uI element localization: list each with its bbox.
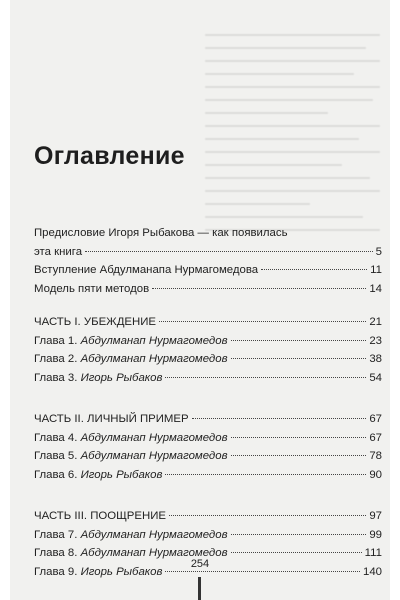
chapter-title: [34, 332, 228, 351]
dot-leader: [231, 534, 367, 535]
page-number: 97: [369, 510, 382, 522]
part-title: ЧАСТЬ I. УБЕЖДЕНИЕ: [34, 316, 157, 328]
toc-entry-chapter-7[interactable]: [34, 526, 382, 545]
chapter-label: Глава 2.: [34, 353, 78, 365]
chapter-title: [34, 369, 162, 388]
chapter-author: Игорь Рыбаков: [80, 565, 163, 578]
chapter-label: Глава 3.: [34, 371, 78, 384]
page-number: 38: [369, 353, 382, 365]
page-number: 11: [370, 264, 382, 276]
dot-leader: [231, 437, 367, 438]
dot-leader: [165, 377, 366, 378]
page-number: 90: [369, 468, 382, 481]
page-number: 111: [364, 547, 382, 559]
toc-entry-part-3[interactable]: [34, 507, 382, 526]
page-number: 14: [369, 282, 382, 295]
chapter-author: Абдулманап Нурмагомедов: [80, 450, 228, 462]
dot-leader: [231, 455, 367, 456]
contents-heading: Оглавление: [34, 142, 185, 170]
toc-entry-part-1[interactable]: [34, 313, 382, 332]
dot-leader: [231, 358, 367, 359]
toc-entry-chapter-6[interactable]: [34, 466, 382, 485]
dot-leader: [159, 321, 366, 322]
chapter-author: Игорь Рыбаков: [80, 371, 163, 384]
chapter-label: Глава 4.: [34, 431, 78, 444]
page-number: 54: [369, 371, 382, 384]
toc-entry-part-2[interactable]: [34, 410, 382, 429]
page-number: 78: [369, 450, 382, 462]
page-number: 99: [369, 528, 382, 541]
page-number: 23: [369, 334, 382, 347]
table-of-contents: [34, 224, 382, 581]
chapter-author: Абдулманап Нурмагомедов: [80, 547, 228, 559]
dot-leader: [169, 515, 366, 516]
chapter-author: Абдулманап Нурмагомедов: [80, 334, 228, 347]
chapter-label: Глава 9.: [34, 565, 78, 578]
page-number: 67: [369, 431, 382, 444]
page-folio-number: 254: [190, 558, 210, 570]
dot-leader: [231, 340, 367, 341]
preface-title-line1: Предисловие Игоря Рыбакова — как появилась: [34, 227, 288, 239]
entry-title: Модель пяти методов: [34, 282, 150, 295]
toc-entry-chapter-4[interactable]: [34, 429, 382, 448]
chapter-title: [34, 466, 162, 485]
part-title: ЧАСТЬ III. ПООЩРЕНИЕ: [34, 510, 166, 522]
part-title: ЧАСТЬ II. ЛИЧНЫЙ ПРИМЕР: [34, 413, 189, 425]
chapter-label: Глава 6.: [34, 468, 78, 481]
chapter-author: Абдулманап Нурмагомедов: [80, 353, 228, 365]
dot-leader: [85, 251, 373, 252]
chapter-title: [34, 447, 228, 466]
chapter-label: Глава 5.: [34, 450, 78, 462]
preface-title-line2: эта книга: [34, 245, 83, 258]
toc-entry-chapter-2[interactable]: [34, 350, 382, 369]
chapter-title: [34, 526, 228, 545]
chapter-label: Глава 1.: [34, 334, 78, 347]
toc-entry-chapter-5[interactable]: [34, 447, 382, 466]
page-number: 5: [375, 245, 382, 258]
page-number: 67: [369, 413, 382, 425]
chapter-title: [34, 429, 228, 448]
chapter-author: Абдулманап Нурмагомедов: [80, 528, 228, 541]
entry-title: Вступление Абдулманапа Нурмагомедова: [34, 264, 259, 276]
toc-entry-chapter-1[interactable]: [34, 332, 382, 351]
chapter-author: Игорь Рыбаков: [80, 468, 163, 481]
show-through-text: [205, 34, 380, 244]
chapter-label: Глава 7.: [34, 528, 78, 541]
toc-entry-intro[interactable]: [34, 261, 382, 280]
chapter-title: [34, 350, 228, 369]
toc-entry-chapter-3[interactable]: [34, 369, 382, 388]
page-number: 21: [369, 316, 382, 328]
dot-leader: [165, 474, 366, 475]
dot-leader: [192, 418, 367, 419]
chapter-label: Глава 8.: [34, 547, 78, 559]
toc-entry-preface[interactable]: [34, 243, 382, 262]
dot-leader: [261, 269, 367, 270]
spine-mark: [198, 577, 201, 600]
dot-leader: [152, 288, 366, 289]
book-page: [10, 0, 390, 600]
chapter-author: Абдулманап Нурмагомедов: [80, 431, 228, 444]
dot-leader: [231, 552, 362, 553]
page-number: 140: [362, 565, 382, 578]
toc-entry-model[interactable]: [34, 280, 382, 299]
dot-leader: [165, 571, 360, 572]
